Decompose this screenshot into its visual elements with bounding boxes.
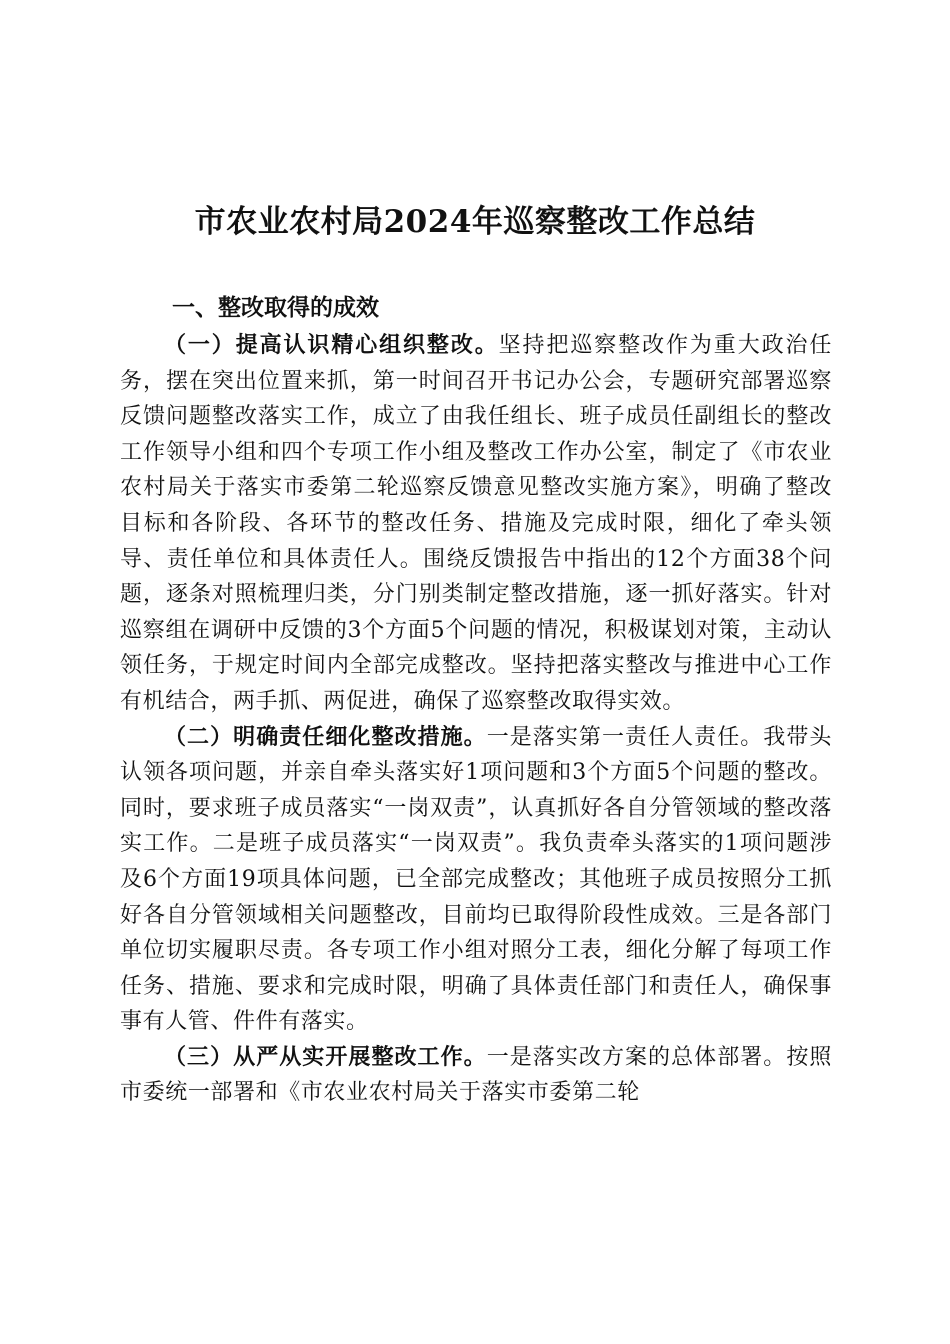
paragraph-text: 坚持把巡察整改作为重大政治任务，摆在突出位置来抓，第一时间召开书记办公会，专题研究部署巡察反馈问题整改落实工作，成立了由我任组长、班子成员任副组长的整改工作领导小组和四个专项工作小组及整改工作办公室，制定了《市农业农村局关于落实市委第二轮巡察反馈意见整改实施方案》，明确了整改目标和各阶段、各环节的整改任务、措施及完成时限，细化了牵头领导、责任单位和具体责任人。围绕反馈报告中指出的12个方面38个问题，逐条对照梳理归类，分门别类制定整改措施，逐一抓好落实。针对巡察组在调研中反馈的3个方面5个问题的情况，积极谋划对策，主动认领任务，于规定时间内全部完成整改。坚持把落实整改与推进中心工作有机结合，两手抓、两促进，确保了巡察整改取得实效。 xyxy=(120,333,832,714)
document-body xyxy=(120,328,832,1111)
paragraph-lead: （三）从严从实开展整改工作。 xyxy=(164,1043,487,1070)
paragraph-lead: （二）明确责任细化整改措施。 xyxy=(164,723,487,750)
paragraph-text: 一是落实改方案的总体部署。按照市委统一部署和《市农业农村局关于落实市委第二轮 xyxy=(120,1044,832,1106)
paragraph-lead: （一）提高认识精心组织整改。 xyxy=(164,332,499,358)
document-title: 市农业农村局2024年巡察整改工作总结 xyxy=(194,204,756,240)
section-heading: 一、整改取得的成效 xyxy=(172,295,379,321)
paragraph-1 xyxy=(120,328,832,720)
paragraph-2 xyxy=(120,720,832,1040)
paragraph-3 xyxy=(120,1040,832,1111)
paragraph-text: 一是落实第一责任人责任。我带头认领各项问题，并亲自牵头落实好1项问题和3个方面5个问题的整改。同时，要求班子成员落实“一岗双责”，认真抓好各自分管领域的整改落实工作。二是班子成员落实“一岗双责”。我负责牵头落实的1项问题涉及6个方面19项具体问题，已全部完成整改；其他班子成员按照分工抓好各自分管领域相关问题整改，目前均已取得阶段性成效。三是各部门单位切实履职尽责。各专项工作小组对照分工表，细化分解了每项工作任务、措施、要求和完成时限，明确了具体责任部门和责任人，确保事事有人管、件件有落实。 xyxy=(120,724,832,1035)
